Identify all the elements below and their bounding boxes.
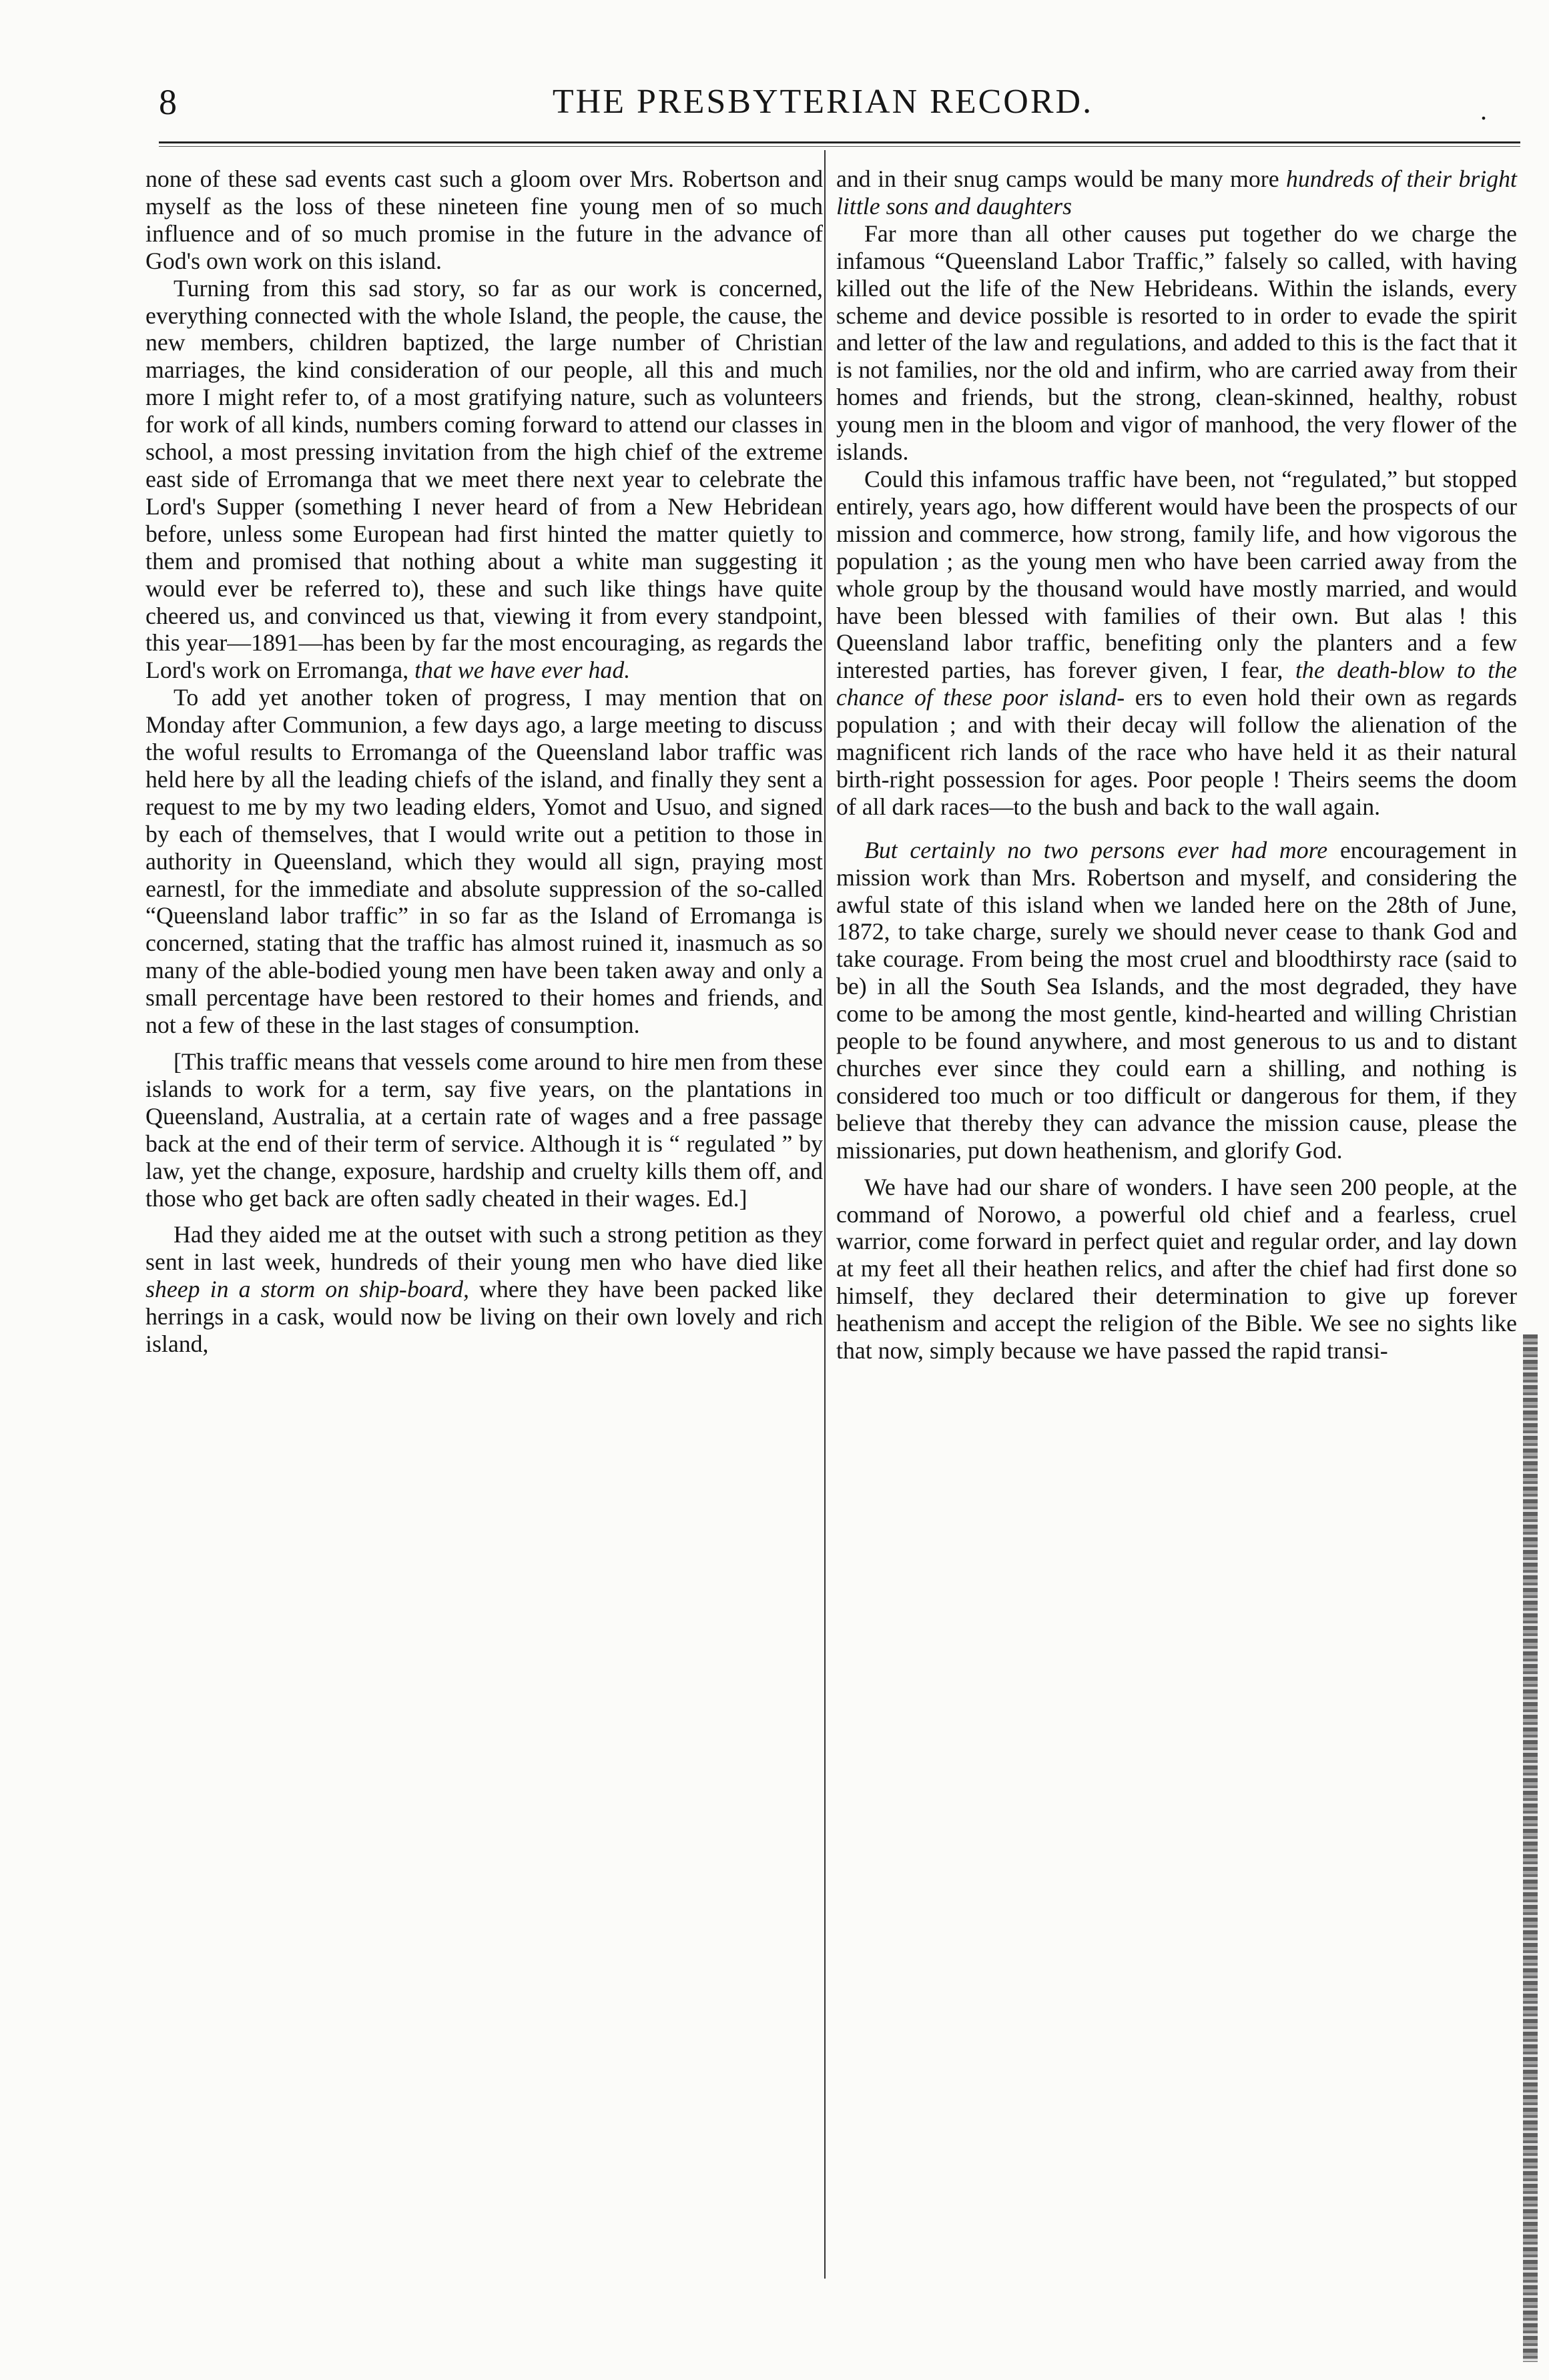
left-paragraph-5-text: Had they aided me at the outset with such a strong petition as they sent in last week, hundreds of their young men who have died like [145, 1221, 823, 1276]
scan-binding-edge [1523, 1334, 1538, 2362]
header-rule [159, 141, 1520, 147]
left-paragraph-5-end: where they have been packed like herrings in a cask, would now be living on their own lovely and rich island, [145, 1276, 823, 1358]
running-title: THE PRESBYTERIAN RECORD. [552, 83, 1094, 121]
right-paragraph-4-italic: But certainly no two persons ever had more [864, 836, 1328, 863]
left-column [145, 165, 823, 1358]
left-paragraph-2-italic: that we have ever had. [414, 657, 631, 684]
right-paragraph-1-text: and in their snug camps would be many more [836, 165, 1279, 192]
left-paragraph-5 [145, 1221, 823, 1358]
right-paragraph-4 [836, 837, 1517, 1164]
right-paragraph-5: We have had our share of wonders. I have seen 200 people, at the command of Norowo, a powerful old chief and a fearless, cruel warrior, come forward in perfect quiet and regular order, and lay down at my feet all their heathen relics, and after the chief had first done so himself, they declared their determination to give up forever heathenism and accept the religion of the Bible. We see no sights like that now, simply because we have passed the rapid transi- [836, 1173, 1517, 1364]
page-header [159, 79, 1487, 125]
right-paragraph-3 [836, 466, 1517, 821]
right-paragraph-3-text: Could this infamous traffic have been, not “regulated,” but stopped entirely, years ago, how different would have been the prospects of our mission and commerce, how strong, family life, and how vigorous the population ; as the young men who have been carried away from the whole group by the thousand would have mostly married, and would have been blessed with families of their own. But alas ! this Queensland labor traffic, benefiting only the planters and a few interested parties, has forever given, I fear, [836, 465, 1517, 684]
right-paragraph-3-end: ers to even hold their own as regards population ; and with their decay will follow the alienation of the magnificent rich lands of the race who have held it as their natural birth-right possession for ages. Poor people ! Theirs seems the doom of all dark races—to the bush and back to the wall again. [836, 684, 1517, 820]
left-paragraph-3: To add yet another token of progress, I may mention that on Monday after Communion, a few days ago, a large meeting to discuss the woful results to Erromanga of the Queensland labor traffic was held here by all the leading chiefs of the island, and finally they sent a request to me by my two leading elders, Yomot and Usuo, and signed by each of themselves, that I would write out a petition to those in authority in Queensland, which they would all sign, praying most earnestl, for the immediate and absolute suppression of the so-called “Queensland labor traffic” in so far as the Island of Erromanga is concerned, stating that the traffic has almost ruined it, inasmuch as so many of the able-bodied young men have been taken away and only a small percentage have been restored to their homes and friends, and not a few of these in the last stages of consumption. [145, 684, 823, 1039]
right-column [836, 165, 1517, 1364]
editor-note: [This traffic means that vessels come around to hire men from these islands to work for a term, say five years, on the plantations in Queensland, Australia, at a certain rate of wages and a free passage back at the end of their term of service. Although it is “ regulated ” by law, yet the change, exposure, hardship and cruelty kills them off, and those who get back are often sadly cheated in their wages. Ed.] [145, 1048, 823, 1212]
right-paragraph-1 [836, 165, 1517, 220]
left-paragraph-2-text: Turning from this sad story, so far as our work is concerned, everything connected with the whole Island, the people, the cause, the new members, children baptized, the large number of Christian marriages, the kind consideration of our people, all this and much more I might refer to, of a most gratifying nature, such as volunteers for work of all kinds, numbers coming forward to attend our classes in school, a most pressing invitation from the high chief of the extreme east side of Erromanga that we meet there next year to celebrate the Lord's Supper (something I never heard of from a New Hebridean before, unless some European had first hinted the matter quietly to them and promised that nothing about a white man suggesting it would ever be referred to), these and such like things have quite cheered us, and convinced us that, viewing it from every standpoint, this year—1891—has been by far the most encouraging, as regards the Lord's work on Erromanga, [145, 274, 823, 684]
left-paragraph-2 [145, 275, 823, 685]
left-paragraph-1: none of these sad events cast such a gloom over Mrs. Robertson and myself as the loss of these nineteen fine young men of so much influence and of so much promise in the future in the advance of God's own work on this island. [145, 165, 823, 274]
right-paragraph-2: Far more than all other causes put together do we charge the infamous “Queensland Labor Traffic,” falsely so called, with having killed out the life of the New Hebrideans. Within the islands, every scheme and device possible is resorted to in order to evade the spirit and letter of the law and regulations, and added to this is the fact that it is not families, nor the old and infirm, who are carried away from their homes and friends, but the strong, clean-skinned, healthy, robust young men in the bloom and vigor of manhood, the very flower of the islands. [836, 220, 1517, 466]
right-paragraph-3-italic: the death-blow to the chance of these poor island- [836, 657, 1517, 711]
right-paragraph-4-text: encouragement in mission work than Mrs. Robertson and myself, and considering the awful state of this island when we landed here on the 28th of June, 1872, to take charge, surely we should never cease to thank God and take courage. From being the most cruel and bloodthirsty race (said to be) in all the South Sea Islands, and the most degraded, they have come to be among the most gentle, kind-hearted and willing Christian people to be found anywhere, and most generous to us and to distant churches ever since they could earn a shilling, and nothing is considered too much or too difficult or dangerous for them, if they believe that thereby they can advance the mission cause, please the missionaries, put down heathenism, and glorify God. [836, 836, 1517, 1164]
page-number: 8 [159, 82, 177, 122]
column-divider [824, 150, 826, 2279]
header-mark: . [1480, 95, 1487, 125]
left-paragraph-5-italic: sheep in a storm on ship-board, [145, 1276, 469, 1303]
right-paragraph-1-italic: hundreds of their bright little sons and daughters [836, 165, 1518, 220]
